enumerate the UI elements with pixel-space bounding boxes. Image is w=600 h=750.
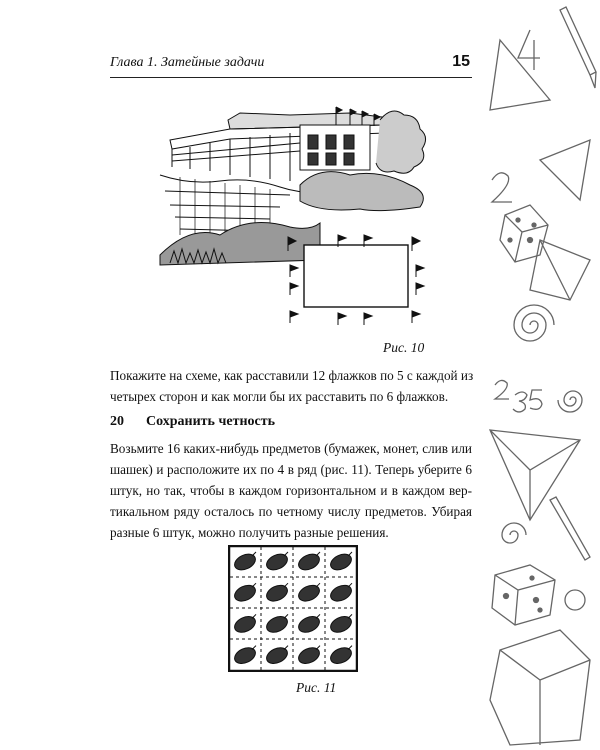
- figure-10-illustration: [150, 95, 440, 335]
- text-line: шашек) и расположите их по 4 в ряд (рис. 11). Теперь уберите 6: [110, 462, 472, 477]
- chapter-title: Глава 1. Затейные задачи: [110, 55, 265, 70]
- page-number: 15: [452, 53, 470, 70]
- text-line: Покажите на схеме, как расставили 12 флажков по 5 с каждой из: [110, 368, 474, 383]
- margin-decoration: [470, 0, 600, 750]
- running-header: [110, 55, 472, 75]
- figure-10-caption: Рис. 10: [383, 340, 425, 355]
- paragraph-2: [110, 438, 472, 543]
- problem-number: 20: [110, 414, 124, 429]
- text-line: разные 6 штук, можно получить разные решения.: [110, 525, 389, 540]
- figure-11-illustration: [228, 545, 358, 672]
- paragraph-1: [110, 365, 472, 407]
- text-line: штук, но так, чтобы в каждом горизонтальном и в каждом вер-: [110, 483, 472, 498]
- text-line: четырех сторон и как могли бы их расставить по 6 флажков.: [110, 389, 449, 404]
- problem-heading: [110, 414, 275, 430]
- header-rule: [110, 77, 472, 78]
- figure-11-caption: Рис. 11: [296, 680, 337, 695]
- problem-title: Сохранить четность: [146, 414, 276, 429]
- text-line: тикальном ряду осталось по четному числу предметов. Убирая: [110, 504, 472, 519]
- text-line: Возьмите 16 каких-нибудь предметов (бумажек, монет, слив или: [110, 441, 472, 456]
